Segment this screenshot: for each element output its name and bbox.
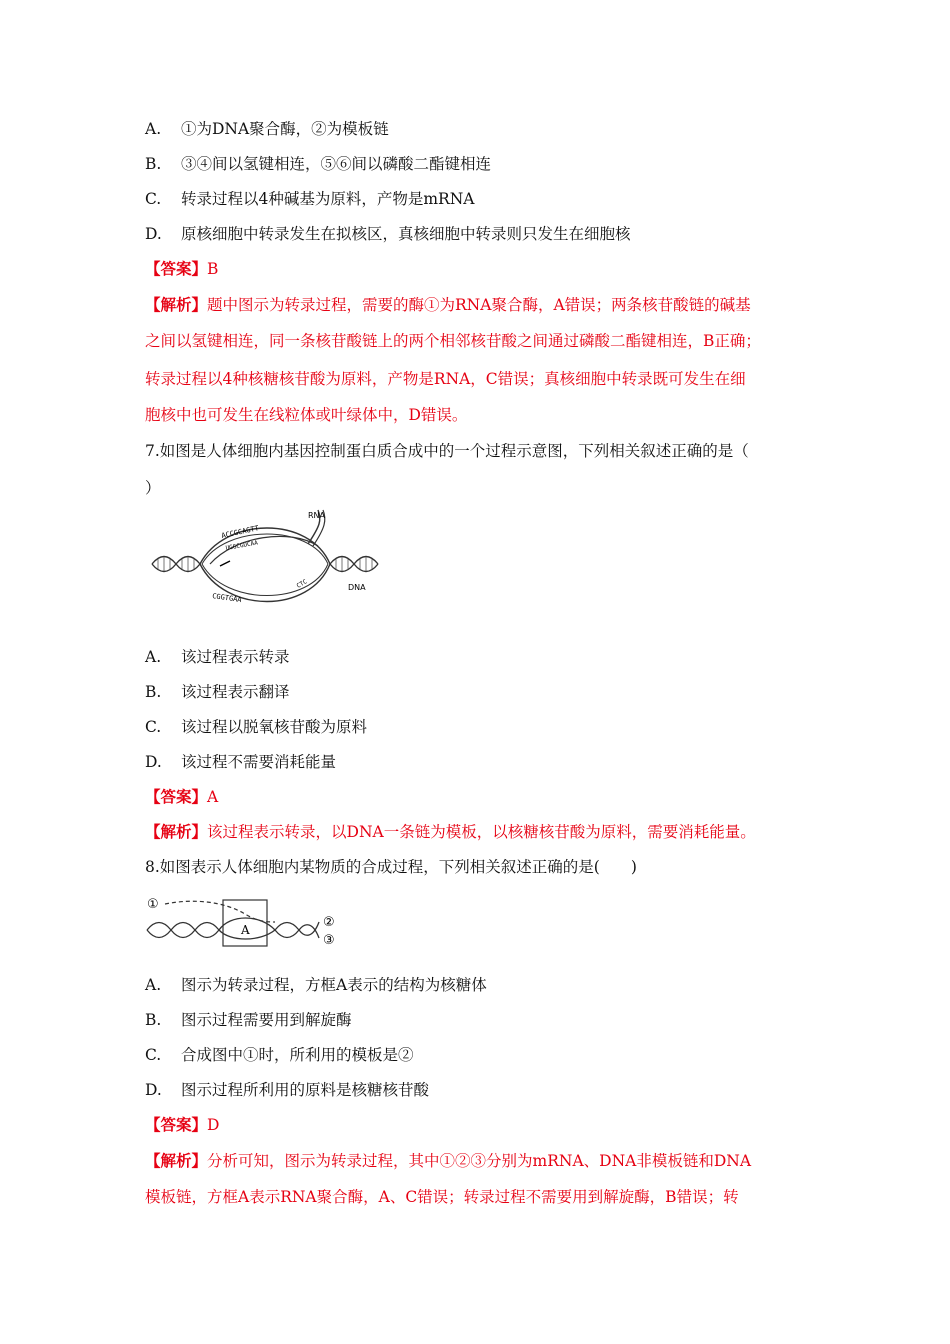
synthesis-diagram (145, 892, 345, 952)
label-3: ③ (323, 933, 335, 948)
q7-stem-end: ） (145, 479, 161, 497)
coding-sequence: CGGTGAA (211, 592, 243, 605)
q8-option-d: D. 图示过程所利用的原料是核糖核苷酸 (145, 1081, 430, 1099)
label-1: ① (147, 897, 159, 912)
template-sequence: ACCGCAGTT (220, 524, 260, 540)
q8-stem: 8.如图表示人体细胞内某物质的合成过程，下列相关叙述正确的是( ) (145, 858, 637, 876)
q8-analysis-line1: 【解析】分析可知，图示为转录过程，其中①②③分别为mRNA、DNA非模板链和DNA (145, 1151, 752, 1170)
q7-option-d: D. 该过程不需要消耗能量 (145, 753, 337, 771)
q6-option-b: B. ③④间以氢键相连，⑤⑥间以磷酸二酯键相连 (145, 155, 492, 173)
q7-answer: 【答案】A (145, 787, 219, 806)
q8-option-a: A. 图示为转录过程，方框A表示的结构为核糖体 (145, 976, 487, 994)
rna-sequence: UGGCGUCAA (225, 539, 259, 552)
q6-answer: 【答案】B (145, 259, 219, 278)
q8-analysis-line2: 模板链，方框A表示RNA聚合酶，A、C错误；转录过程不需要用到解旋酶，B错误；转 (145, 1188, 739, 1206)
box-label: A (241, 923, 250, 937)
q6-analysis-line1: 【解析】题中图示为转录过程，需要的酶①为RNA聚合酶，A错误；两条核苷酸链的碱基 (145, 295, 751, 314)
q6-option-a: A. ①为DNA聚合酶，②为模板链 (145, 120, 389, 138)
transcription-diagram (150, 506, 380, 616)
q6-analysis-line4: 胞核中也可发生在线粒体或叶绿体中，D错误。 (145, 406, 468, 424)
q7-option-c: C. 该过程以脱氧核苷酸为原料 (145, 718, 368, 736)
q8-option-b: B. 图示过程需要用到解旋酶 (145, 1011, 352, 1029)
q6-option-d: D. 原核细胞中转录发生在拟核区，真核细胞中转录则只发生在细胞核 (145, 225, 631, 243)
q7-option-b: B. 该过程表示翻译 (145, 683, 290, 701)
dna-label: DNA (348, 583, 366, 592)
label-2: ② (323, 915, 335, 930)
q7-stem: 7.如图是人体细胞内基因控制蛋白质合成中的一个过程示意图，下列相关叙述正确的是（ (145, 442, 749, 460)
q6-analysis-line2: 之间以氢键相连，同一条核苷酸链上的两个相邻核苷酸之间通过磷酸二酯键相连，B正确； (145, 332, 761, 350)
q8-answer: 【答案】D (145, 1115, 220, 1134)
q7-analysis: 【解析】该过程表示转录，以DNA一条链为模板，以核糖核苷酸为原料，需要消耗能量。 (145, 822, 756, 841)
rna-label: RNA (308, 511, 326, 520)
q6-analysis-line3: 转录过程以4种核糖核苷酸为原料，产物是RNA，C错误；真核细胞中转录既可发生在细 (145, 370, 746, 388)
q7-option-a: A. 该过程表示转录 (145, 648, 290, 666)
q6-option-c: C. 转录过程以4种碱基为原料，产物是mRNA (145, 190, 475, 208)
right-sequence: CTC (295, 578, 309, 590)
q8-option-c: C. 合成图中①时，所利用的模板是② (145, 1046, 414, 1064)
